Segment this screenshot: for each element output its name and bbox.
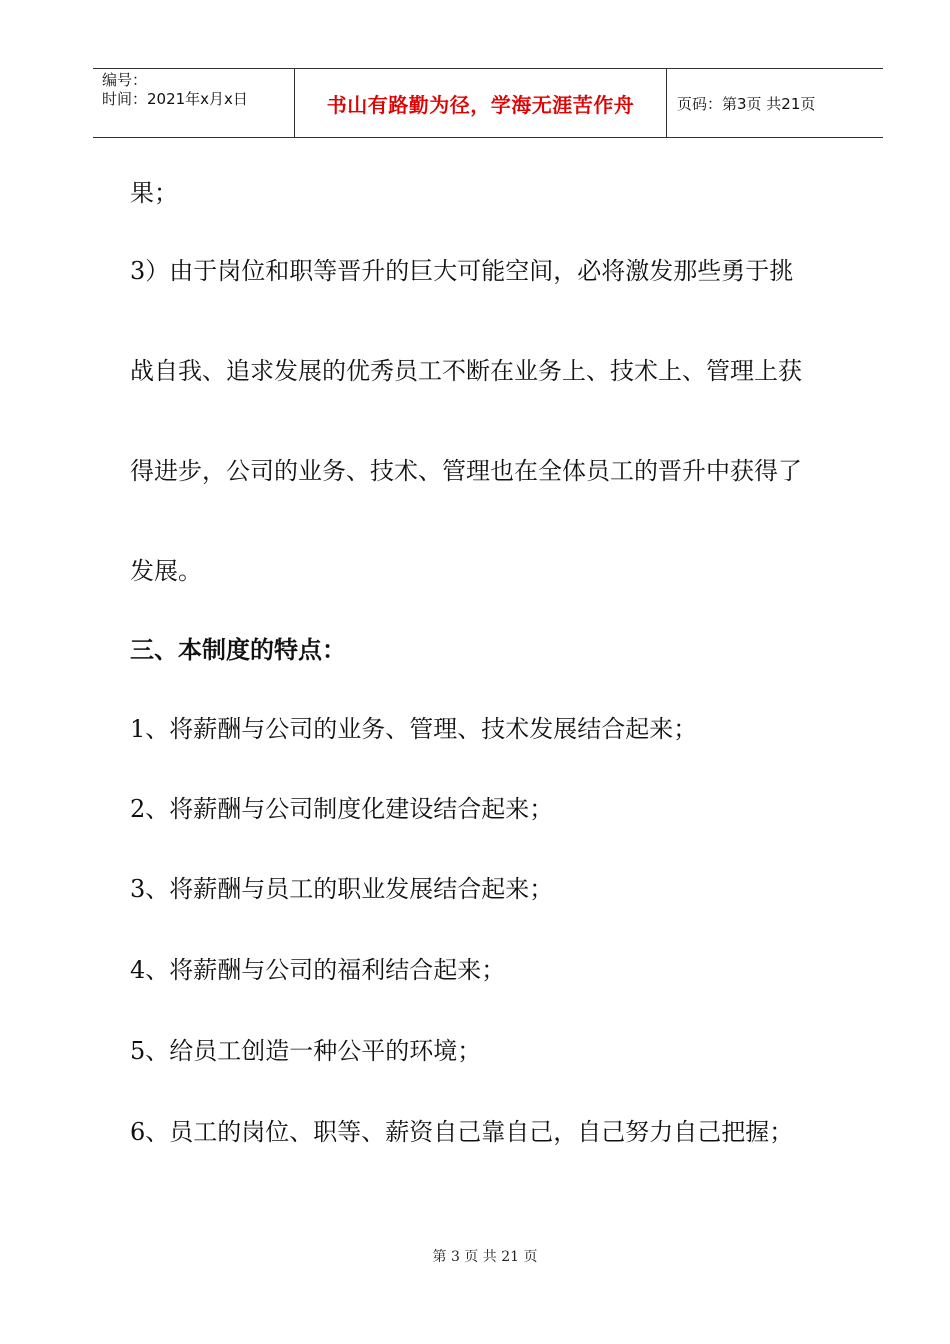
list-item: 3、将薪酬与员工的职业发展结合起来； bbox=[130, 875, 554, 903]
body-line: 得进步，公司的业务、技术、管理也在全体员工的晋升中获得了 bbox=[130, 457, 802, 485]
list-item: 5、给员工创造一种公平的环境； bbox=[130, 1037, 482, 1065]
list-item: 4、将薪酬与公司的福利结合起来； bbox=[130, 956, 506, 984]
header-motto: 书山有路勤为径，学海无涯苦作舟 bbox=[295, 69, 667, 137]
list-item: 2、将薪酬与公司制度化建设结合起来； bbox=[130, 795, 554, 823]
body-line: 战自我、追求发展的优秀员工不断在业务上、技术上、管理上获 bbox=[130, 357, 802, 385]
list-item: 6、员工的岗位、职等、薪资自己靠自己，自己努力自己把握； bbox=[130, 1118, 794, 1146]
number-label: 编号： bbox=[102, 71, 148, 89]
document-header bbox=[93, 68, 883, 138]
date-label: 时间：2021年x月x日 bbox=[102, 90, 248, 108]
header-meta-cell bbox=[93, 69, 295, 137]
header-page-info: 页码：第3页 共21页 bbox=[677, 94, 816, 113]
body-line: 3）由于岗位和职等晋升的巨大可能空间，必将激发那些勇于挑 bbox=[130, 257, 794, 285]
body-line: 发展。 bbox=[130, 557, 202, 585]
body-line: 果； bbox=[130, 179, 178, 207]
list-item: 1、将薪酬与公司的业务、管理、技术发展结合起来； bbox=[130, 715, 698, 743]
section-heading: 三、本制度的特点： bbox=[130, 636, 346, 664]
page-footer: 第 3 页 共 21 页 bbox=[432, 1249, 538, 1265]
